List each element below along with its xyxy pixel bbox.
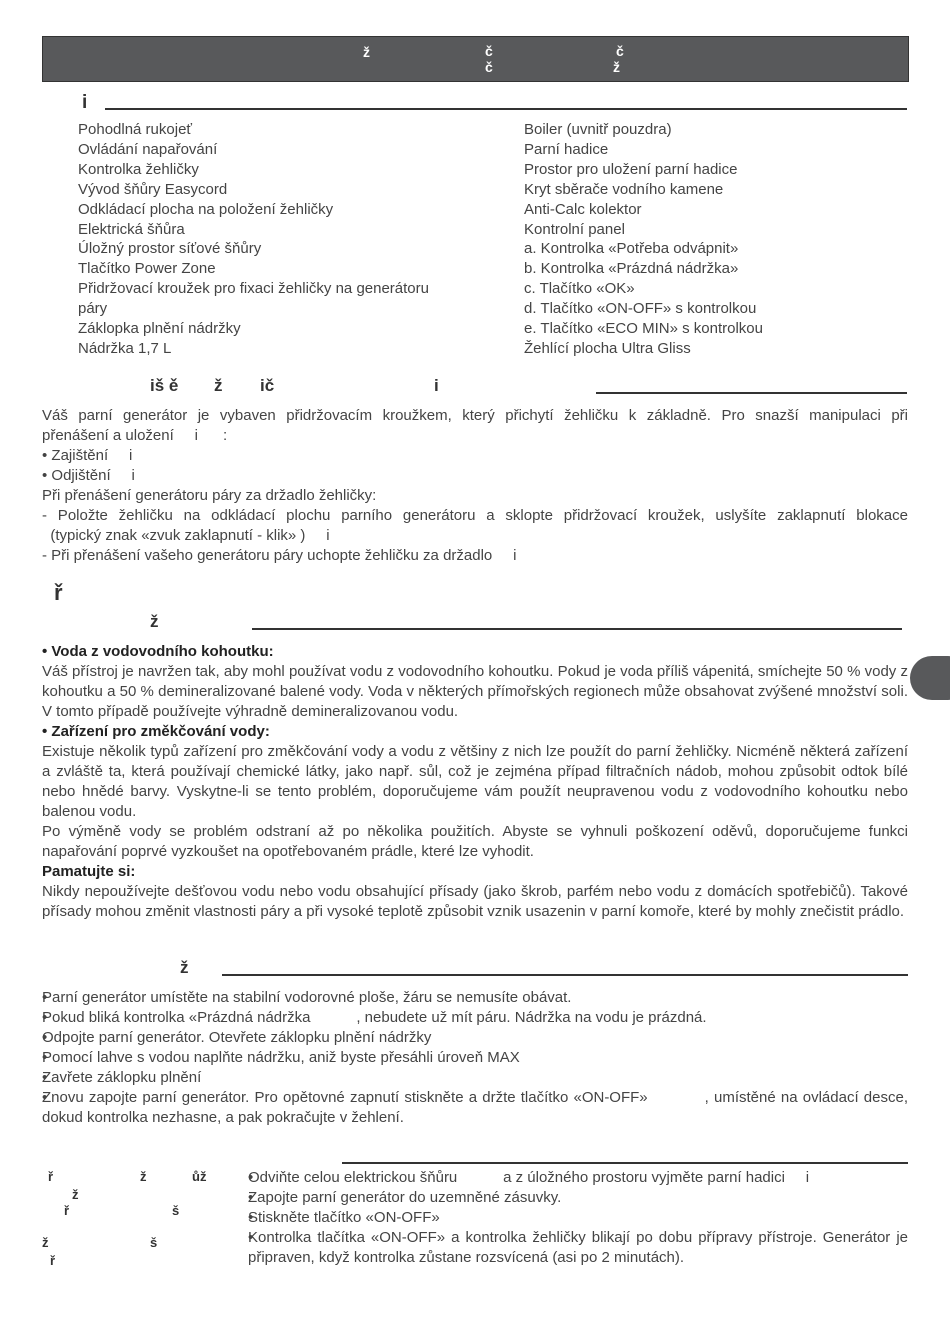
section-rule — [252, 628, 902, 630]
section-heading-lock — [150, 376, 439, 396]
page-tab-marker — [910, 656, 950, 700]
header-glyph: ž — [613, 59, 620, 75]
header-glyph: č — [616, 43, 624, 59]
list-item: c. Tlačítko «OK» — [524, 280, 635, 298]
water-info — [42, 642, 908, 922]
text-line: • Zajištění i — [42, 447, 133, 464]
list-item: • Zapojte parní generátor do uzemněné zásuvky. — [248, 1188, 908, 1208]
list-item: Pohodlná rukojeť — [78, 121, 193, 138]
side-glyph: š — [150, 1235, 158, 1250]
lock-instructions — [42, 406, 908, 566]
list-item: Tlačítko Power Zone — [78, 260, 216, 278]
section-heading-preparation: ř — [54, 580, 63, 605]
list-item: • Kontrolka tlačítka «ON-OFF» a kontrolka žehličky blikají po dobu přípravy přístroje. Generátor je připraven, když kontrolka zůstane rozsvícená (asi po 2 minutách). — [248, 1228, 908, 1268]
list-item: a. Kontrolka «Potřeba odvápnit» — [524, 240, 739, 258]
text-line: (typický znak «zvuk zaklapnutí - klik» ) i — [42, 527, 330, 544]
list-item: Boiler (uvnitř pouzdra) — [524, 121, 672, 138]
section-rule — [222, 974, 908, 976]
list-item: Žehlící plocha Ultra Gliss — [524, 339, 691, 357]
list-item: Ovládání napařování — [78, 140, 218, 158]
text-line: přenášení a uložení i : — [42, 427, 228, 444]
list-item: Vývod šňůry Easycord — [78, 180, 228, 198]
list-item: e. Tlačítko «ECO MIN» s kontrolkou — [524, 320, 763, 338]
section-rule — [105, 108, 907, 110]
list-item: Záklopka plnění nádržky — [78, 320, 241, 338]
side-glyph: ž — [140, 1169, 147, 1184]
section-heading-description: i — [82, 92, 88, 113]
list-item: Prostor pro uložení parní hadice — [524, 160, 738, 178]
list-item: • Stiskněte tlačítko «ON-OFF» — [248, 1208, 908, 1228]
list-item: Kryt sběrače vodního kamene — [524, 180, 724, 198]
list-item: Úložný prostor síťové šňůry — [78, 240, 262, 258]
side-glyph: ř — [48, 1169, 54, 1184]
list-item: páry — [78, 300, 108, 318]
header-glyph: č — [485, 59, 493, 75]
list-item: Anti-Calc kolektor — [524, 200, 642, 218]
side-glyph: š — [172, 1203, 180, 1218]
change-text: Po výměně vody se problém odstraní až po několika použitích. Abyste se vyhnuli poškození oděvů, doporučujeme funkci napařování poprvé vyzkoušet na opotřebovaném prádle, které lze vyhodit. — [42, 823, 908, 860]
list-item: • Zavřete záklopku plnění — [42, 1068, 908, 1088]
list-item: • Pokud bliká kontrolka «Prázdná nádržka , nebudete už mít páru. Nádržka na vodu je prázdná. — [42, 1008, 908, 1028]
heading-glyph: iš ě — [150, 376, 179, 395]
list-item: Parní hadice — [524, 140, 609, 158]
side-glyph: ř — [64, 1203, 70, 1218]
parts-list-right — [524, 120, 904, 359]
list-item: Nádržka 1,7 L — [78, 339, 172, 357]
heading-glyph: ž — [214, 376, 223, 395]
header-bar — [42, 36, 909, 82]
list-item: Kontrolní panel — [524, 220, 625, 238]
softener-text: Existuje několik typů zařízení pro změkčování vody a vodu z většiny z nich lze použít do parní žehličky. Nicméně některá zařízení a zvláště ta, která používají chemické látky, jako např. sůl, což je zejména případ filtračních nádob, mohou způsobit odtok bílé nebo hnědé barvy. Vyskytne-li se tento problém, doporučujeme vám použít neupravenou vodu z vodovodního kohoutku nebo balenou vodu. — [42, 743, 908, 820]
header-glyph: č — [485, 43, 493, 59]
start-steps — [248, 1168, 913, 1268]
side-glyph: ž — [42, 1235, 49, 1250]
list-item: • Odviňte celou elektrickou šňůru a z úložného prostoru vyjměte parní hadici i — [248, 1168, 908, 1188]
remember-text: Nikdy nepoužívejte dešťovou vodu nebo vodu obsahující přísady (jako škrob, parfém nebo vodu z domácích spotřebičů). Takové přísady mohou změnit vlastnosti páry a při vysoké teplotě způsobit vznik usazenin v parní komoře, které by mohly znečistit prádlo. — [42, 883, 908, 920]
list-item: Elektrická šňůra — [78, 220, 185, 238]
text-line: • Odjištění i — [42, 467, 135, 484]
list-item: • Odpojte parní generátor. Otevřete záklopku plnění nádržky — [42, 1028, 908, 1048]
side-glyph: ř — [50, 1253, 56, 1268]
text-line: - Položte žehličku na odkládací plochu parního generátoru a sklopte přidržovací kroužek, uslyšíte zaklapnutí blokace — [42, 507, 908, 524]
side-glyph: ž — [72, 1187, 79, 1202]
tap-water-text: Váš přístroj je navržen tak, aby mohl používat vodu z vodovodního kohoutku. Pokud je voda příliš vápenitá, smíchejte 50 % vody z kohoutku a 50 % demineralizované balené vody. Voda v některých přímořských regionech může obsahovat zvýšené množství soli. V tomto případě používejte výhradně demineralizovanou vodu. — [42, 663, 908, 720]
softener-heading: • Zařízení pro změkčování vody: — [42, 723, 270, 740]
section-rule — [596, 392, 907, 394]
filling-steps — [42, 988, 913, 1128]
side-note — [40, 1168, 240, 1278]
text-line: Při přenášení generátoru páry za držadlo žehličky: — [42, 487, 377, 504]
section-rule — [342, 1162, 908, 1164]
subsection-heading-water: ž — [150, 612, 159, 631]
remember-heading: Pamatujte si: — [42, 863, 136, 880]
list-item: • Znovu zapojte parní generátor. Pro opětovné zapnutí stiskněte a držte tlačítko «ON-OFF» , umístěné na ovládací desce, dokud kontrolka nezhasne, a pak pokračujte v žehlení. — [42, 1088, 908, 1128]
header-glyph: ž — [363, 44, 370, 60]
heading-glyph: i — [434, 376, 439, 395]
heading-glyph: ič — [260, 376, 275, 395]
list-item: Přidržovací kroužek pro fixaci žehličky na generátoru — [78, 280, 429, 298]
list-item: • Pomocí lahve s vodou naplňte nádržku, aniž byste přesáhli úroveň MAX — [42, 1048, 908, 1068]
text-line: Váš parní generátor je vybaven přidržovacím kroužkem, který přichytí žehličku k základně. Pro snazší manipulaci při — [42, 407, 908, 424]
tap-water-heading: • Voda z vodovodního kohoutku: — [42, 643, 274, 660]
parts-list-left — [78, 120, 498, 359]
list-item: b. Kontrolka «Prázdná nádržka» — [524, 260, 739, 278]
text-line: - Při přenášení vašeho generátoru páry uchopte žehličku za držadlo i — [42, 547, 517, 564]
list-item: • Parní generátor umístěte na stabilní vodorovné ploše, žáru se nemusíte obávat. — [42, 988, 908, 1008]
list-item: Kontrolka žehličky — [78, 160, 199, 178]
side-glyph: ůž — [192, 1169, 207, 1184]
list-item: d. Tlačítko «ON-OFF» s kontrolkou — [524, 300, 757, 318]
list-item: Odkládací plocha na položení žehličky — [78, 200, 334, 218]
section-heading-filling: ž — [180, 958, 189, 977]
